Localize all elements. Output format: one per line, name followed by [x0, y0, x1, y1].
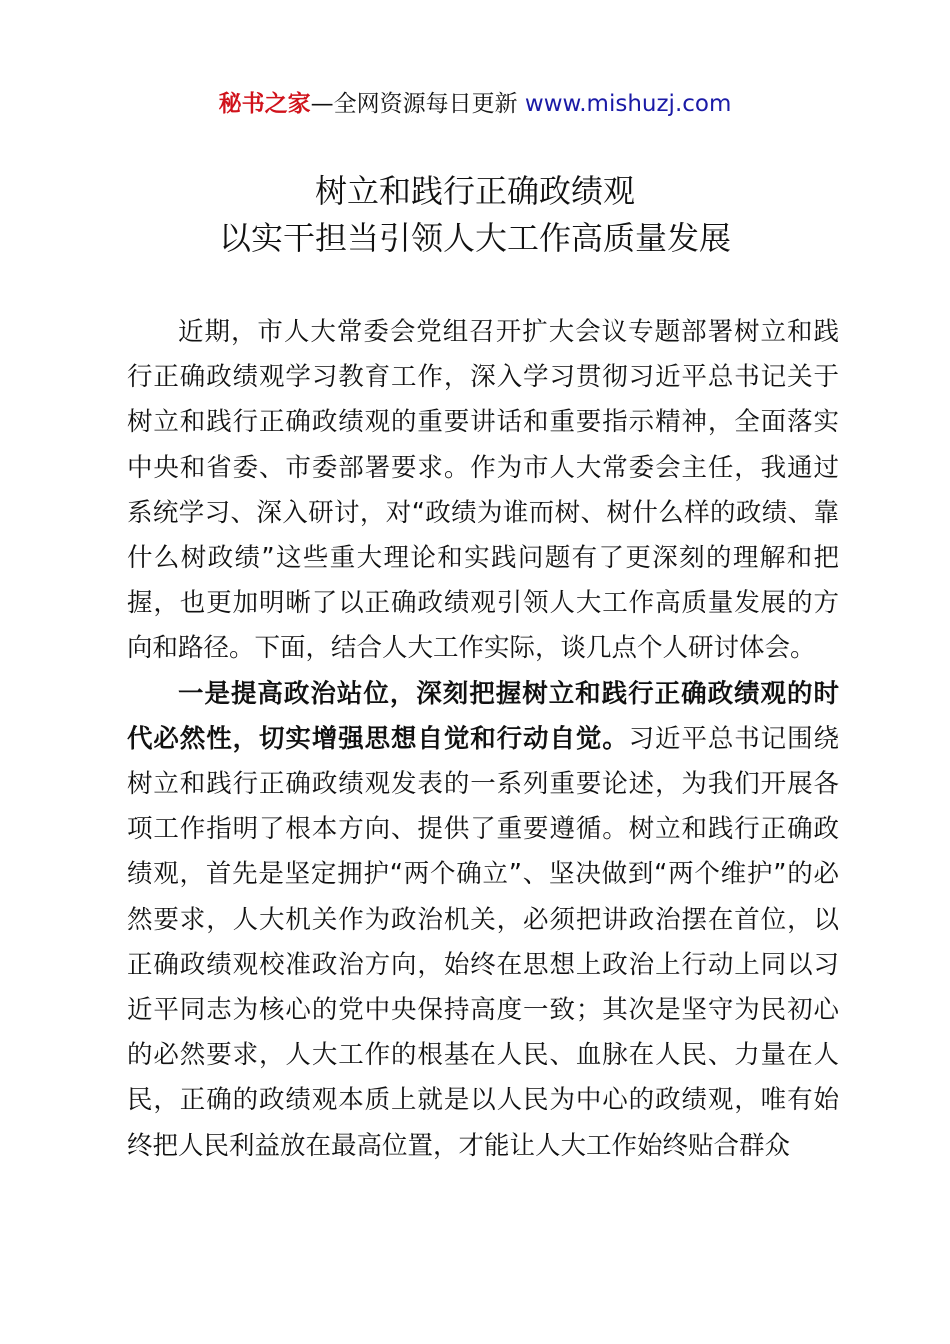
- document-title: [0, 168, 950, 262]
- site-brand: 秘书之家: [218, 91, 311, 117]
- site-url-link[interactable]: www.mishuzj.com: [524, 91, 732, 117]
- paragraph: [127, 310, 839, 672]
- title-line-1: 树立和践行正确政绩观: [314, 172, 635, 210]
- site-tagline: —全网资源每日更新: [310, 91, 525, 117]
- site-header: [0, 86, 950, 122]
- paragraph-text: 近期，市人大常委会党组召开扩大会议专题部署树立和践行正确政绩观学习教育工作，深入学习贯彻习近平总书记关于树立和践行正确政绩观的重要讲话和重要指示精神，全面落实中央和省委、市委部署要求。作为市人大常委会主任，我通过系统学习、深入研讨，对“政绩为谁而树、树什么样的政绩、靠什么树政绩”这些重大理论和实践问题有了更深刻的理解和把握，也更加明晰了以正确政绩观引领人大工作高质量发展的方向和路径。下面，结合人大工作实际，谈几点个人研讨体会。: [127, 317, 839, 664]
- document-body: [127, 310, 839, 1169]
- paragraph-lead: 一是提高政治站位，深刻把握树立和践行正确政绩观的时代必然性，切实增强思想自觉和行动自觉。: [127, 678, 839, 754]
- paragraph-text: 习近平总书记围绕树立和践行正确政绩观发表的一系列重要论述，为我们开展各项工作指明了根本方向、提供了重要遵循。树立和践行正确政绩观，首先是坚定拥护“两个确立”、坚决做到“两个维护”的必然要求，人大机关作为政治机关，必须把讲政治摆在首位，以正确政绩观校准政治方向，始终在思想上政治上行动上同以习近平同志为核心的党中央保持高度一致；其次是坚守为民初心的必然要求，人大工作的根基在人民、血脉在人民、力量在人民，正确的政绩观本质上就是以人民为中心的政绩观，唯有始终把人民利益放在最高位置，才能让人大工作始终贴合群众: [127, 723, 839, 1161]
- paragraph: [127, 672, 839, 1169]
- title-line-2: 以实干担当引领人大工作高质量发展: [218, 219, 731, 257]
